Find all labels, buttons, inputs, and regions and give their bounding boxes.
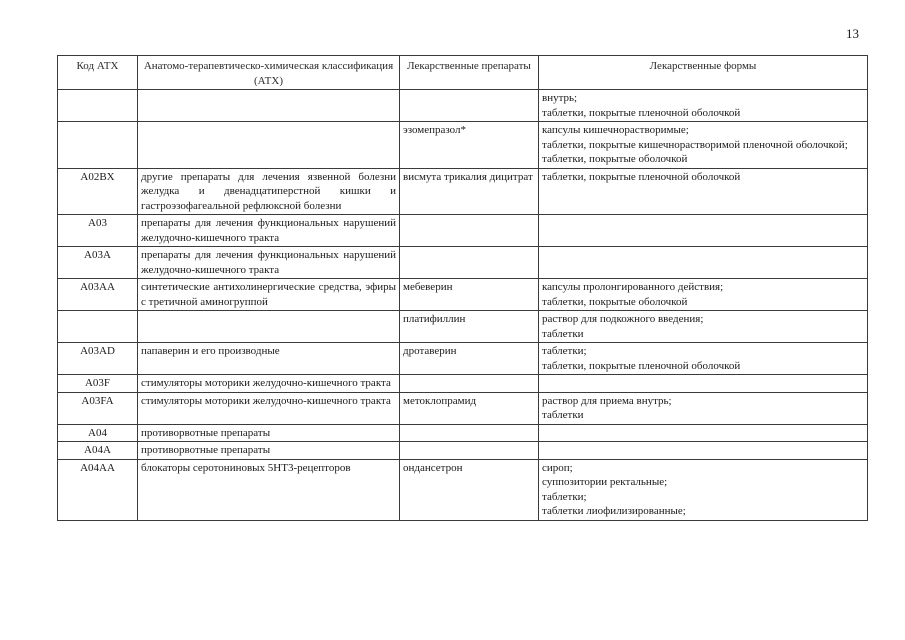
- drug-cell: платифиллин: [400, 311, 539, 343]
- forms-cell: [539, 459, 868, 520]
- forms-cell: [539, 122, 868, 169]
- drug-cell: эзомепразол*: [400, 122, 539, 169]
- forms-cell: [539, 375, 868, 393]
- table-row: [58, 375, 868, 393]
- atx-code-cell: [58, 122, 138, 169]
- table-row: [58, 90, 868, 122]
- table-row: [58, 168, 868, 215]
- forms-cell: [539, 279, 868, 311]
- classification-cell: противорвотные препараты: [138, 442, 400, 460]
- dosage-form-line: раствор для приема внутрь;: [542, 394, 672, 407]
- atx-code-cell: A04: [58, 424, 138, 442]
- drug-cell: дротаверин: [400, 343, 539, 375]
- table-row: [58, 311, 868, 343]
- table-row: [58, 247, 868, 279]
- dosage-form-line: таблетки, покрытые пленочной оболочкой: [542, 170, 741, 183]
- table-header-row: [58, 56, 868, 90]
- drug-cell: [400, 247, 539, 279]
- table-row: [58, 392, 868, 424]
- drug-cell: [400, 442, 539, 460]
- atx-table: [57, 55, 868, 521]
- table-row: [58, 122, 868, 169]
- header-drugs: Лекарственные препараты: [400, 56, 539, 90]
- drug-cell: метоклопрамид: [400, 392, 539, 424]
- table-row: [58, 279, 868, 311]
- drug-cell: висмута трикалия дицитрат: [400, 168, 539, 215]
- classification-cell: [138, 122, 400, 169]
- table-row: [58, 459, 868, 520]
- atx-code-cell: A03F: [58, 375, 138, 393]
- classification-cell: стимуляторы моторики желудочно-кишечного тракта: [138, 392, 400, 424]
- drug-cell: мебеверин: [400, 279, 539, 311]
- drug-cell: [400, 375, 539, 393]
- classification-cell: противорвотные препараты: [138, 424, 400, 442]
- classification-cell: стимуляторы моторики желудочно-кишечного тракта: [138, 375, 400, 393]
- drug-cell: [400, 424, 539, 442]
- dosage-form-line: внутрь;: [542, 92, 578, 104]
- dosage-form-line: таблетки;: [542, 345, 587, 357]
- forms-cell: [539, 442, 868, 460]
- dosage-form-line: капсулы пролонгированного действия;: [542, 281, 724, 293]
- dosage-form-line: таблетки;: [542, 490, 587, 503]
- table-row: [58, 215, 868, 247]
- dosage-form-line: капсулы кишечнорастворимые;: [542, 124, 689, 136]
- forms-cell: [539, 90, 868, 122]
- dosage-form-line: таблетки: [542, 409, 584, 421]
- dosage-form-line: таблетки лиофилизированные;: [542, 505, 686, 517]
- classification-cell: препараты для лечения функциональных нарушений желудочно-кишечного тракта: [138, 215, 400, 247]
- dosage-form-line: сироп;: [542, 461, 573, 474]
- dosage-form-line: таблетки, покрытые кишечнорастворимой пленочной оболочкой;: [542, 138, 848, 151]
- atx-code-cell: A04A: [58, 442, 138, 460]
- classification-cell: другие препараты для лечения язвенной болезни желудка и двенадцатиперстной кишки и гастроэзофагеальной рефлюксной болезни: [138, 168, 400, 215]
- forms-cell: [539, 311, 868, 343]
- header-forms: Лекарственные формы: [539, 56, 868, 90]
- table-row: [58, 343, 868, 375]
- classification-cell: блокаторы серотониновых 5HT3-рецепторов: [138, 459, 400, 520]
- drug-cell: [400, 215, 539, 247]
- atx-code-cell: A03AD: [58, 343, 138, 375]
- atx-code-cell: [58, 90, 138, 122]
- atx-code-cell: A03FA: [58, 392, 138, 424]
- drug-cell: [400, 90, 539, 122]
- forms-cell: [539, 424, 868, 442]
- atx-code-cell: A03AA: [58, 279, 138, 311]
- dosage-form-line: суппозитории ректальные;: [542, 476, 668, 488]
- classification-cell: [138, 90, 400, 122]
- classification-cell: папаверин и его производные: [138, 343, 400, 375]
- classification-cell: синтетические антихолинергические средства, эфиры с третичной аминогруппой: [138, 279, 400, 311]
- forms-cell: [539, 247, 868, 279]
- dosage-form-line: таблетки: [542, 327, 584, 340]
- classification-cell: препараты для лечения функциональных нарушений желудочно-кишечного тракта: [138, 247, 400, 279]
- dosage-form-line: таблетки, покрытые пленочной оболочкой: [542, 106, 741, 119]
- forms-cell: [539, 168, 868, 215]
- atx-code-cell: A03A: [58, 247, 138, 279]
- atx-code-cell: A04AA: [58, 459, 138, 520]
- header-code: Код АТХ: [58, 56, 138, 90]
- forms-cell: [539, 343, 868, 375]
- forms-cell: [539, 392, 868, 424]
- atx-code-cell: [58, 311, 138, 343]
- table-body: [58, 90, 868, 521]
- forms-cell: [539, 215, 868, 247]
- dosage-form-line: таблетки, покрытые пленочной оболочкой: [542, 359, 741, 372]
- header-classification: Анатомо-терапевтическо-химическая классификация (АТХ): [138, 56, 400, 90]
- table-row: [58, 424, 868, 442]
- drug-cell: ондансетрон: [400, 459, 539, 520]
- atx-code-cell: A03: [58, 215, 138, 247]
- dosage-form-line: раствор для подкожного введения;: [542, 313, 704, 325]
- classification-cell: [138, 311, 400, 343]
- table-row: [58, 442, 868, 460]
- page-number: 13: [846, 26, 859, 41]
- dosage-form-line: таблетки, покрытые оболочкой: [542, 153, 688, 165]
- dosage-form-line: таблетки, покрытые оболочкой: [542, 295, 688, 308]
- atx-code-cell: A02BX: [58, 168, 138, 215]
